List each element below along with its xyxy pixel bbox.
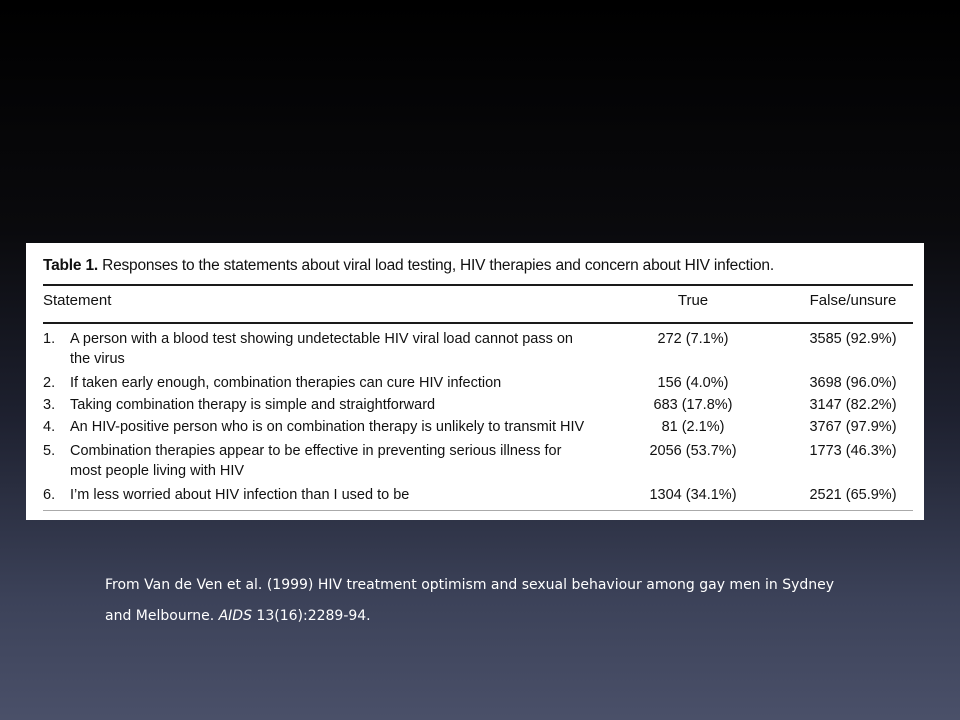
row-number: 3. — [43, 397, 56, 413]
top-rule — [43, 284, 913, 286]
statement-line: most people living with HIV — [70, 463, 245, 479]
citation-suffix: 13(16):2289-94. — [251, 608, 371, 624]
column-header-statement: Statement — [43, 292, 112, 309]
citation-line-2 — [105, 601, 925, 632]
row-number: 5. — [43, 443, 56, 459]
row-true-value: 81 (2.1%) — [661, 419, 725, 435]
row-false-value: 3147 (82.2%) — [809, 397, 897, 413]
row-false-value: 3767 (97.9%) — [809, 419, 897, 435]
statement-line: If taken early enough, combination therapies can cure HIV infection — [70, 375, 502, 391]
statement-line: A person with a blood test showing undetectable HIV viral load cannot pass on — [70, 331, 573, 347]
table-title-text: Responses to the statements about viral load testing, HIV therapies and concern about HIV infection. — [97, 257, 774, 274]
statement-line: I’m less worried about HIV infection than I used to be — [70, 487, 410, 503]
table-title-label: Table 1. — [43, 257, 98, 274]
statement-line: An HIV-positive person who is on combination therapy is unlikely to transmit HIV — [70, 419, 585, 435]
row-statement — [70, 441, 610, 481]
column-header-true: True — [677, 292, 709, 309]
statement-line: Taking combination therapy is simple and straightforward — [70, 397, 436, 413]
row-statement — [70, 485, 610, 505]
statement-line: Combination therapies appear to be effective in preventing serious illness for — [70, 443, 562, 459]
row-true-value: 2056 (53.7%) — [649, 443, 737, 459]
row-true-value: 272 (7.1%) — [657, 331, 729, 347]
row-statement — [70, 373, 610, 393]
row-true-value: 1304 (34.1%) — [649, 487, 737, 503]
citation-prefix: and Melbourne. — [105, 608, 219, 624]
row-number: 2. — [43, 375, 56, 391]
row-statement — [70, 417, 610, 437]
citation — [105, 570, 925, 632]
row-number: 4. — [43, 419, 56, 435]
citation-line-1: From Van de Ven et al. (1999) HIV treatment optimism and sexual behaviour among gay men in Sydney — [105, 577, 835, 593]
table-image — [26, 243, 924, 520]
row-false-value: 3585 (92.9%) — [809, 331, 897, 347]
row-number: 6. — [43, 487, 56, 503]
row-false-value: 1773 (46.3%) — [809, 443, 897, 459]
statement-line: the virus — [70, 351, 125, 367]
bottom-rule — [43, 510, 913, 511]
row-statement — [70, 395, 610, 415]
header-rule — [43, 322, 913, 324]
table-title — [43, 257, 774, 275]
row-statement — [70, 329, 610, 369]
row-number: 1. — [43, 331, 56, 347]
citation-journal: AIDS — [218, 608, 252, 624]
row-true-value: 683 (17.8%) — [653, 397, 733, 413]
row-false-value: 2521 (65.9%) — [809, 487, 897, 503]
row-true-value: 156 (4.0%) — [657, 375, 729, 391]
column-header-false: False/unsure — [809, 292, 897, 309]
row-false-value: 3698 (96.0%) — [809, 375, 897, 391]
